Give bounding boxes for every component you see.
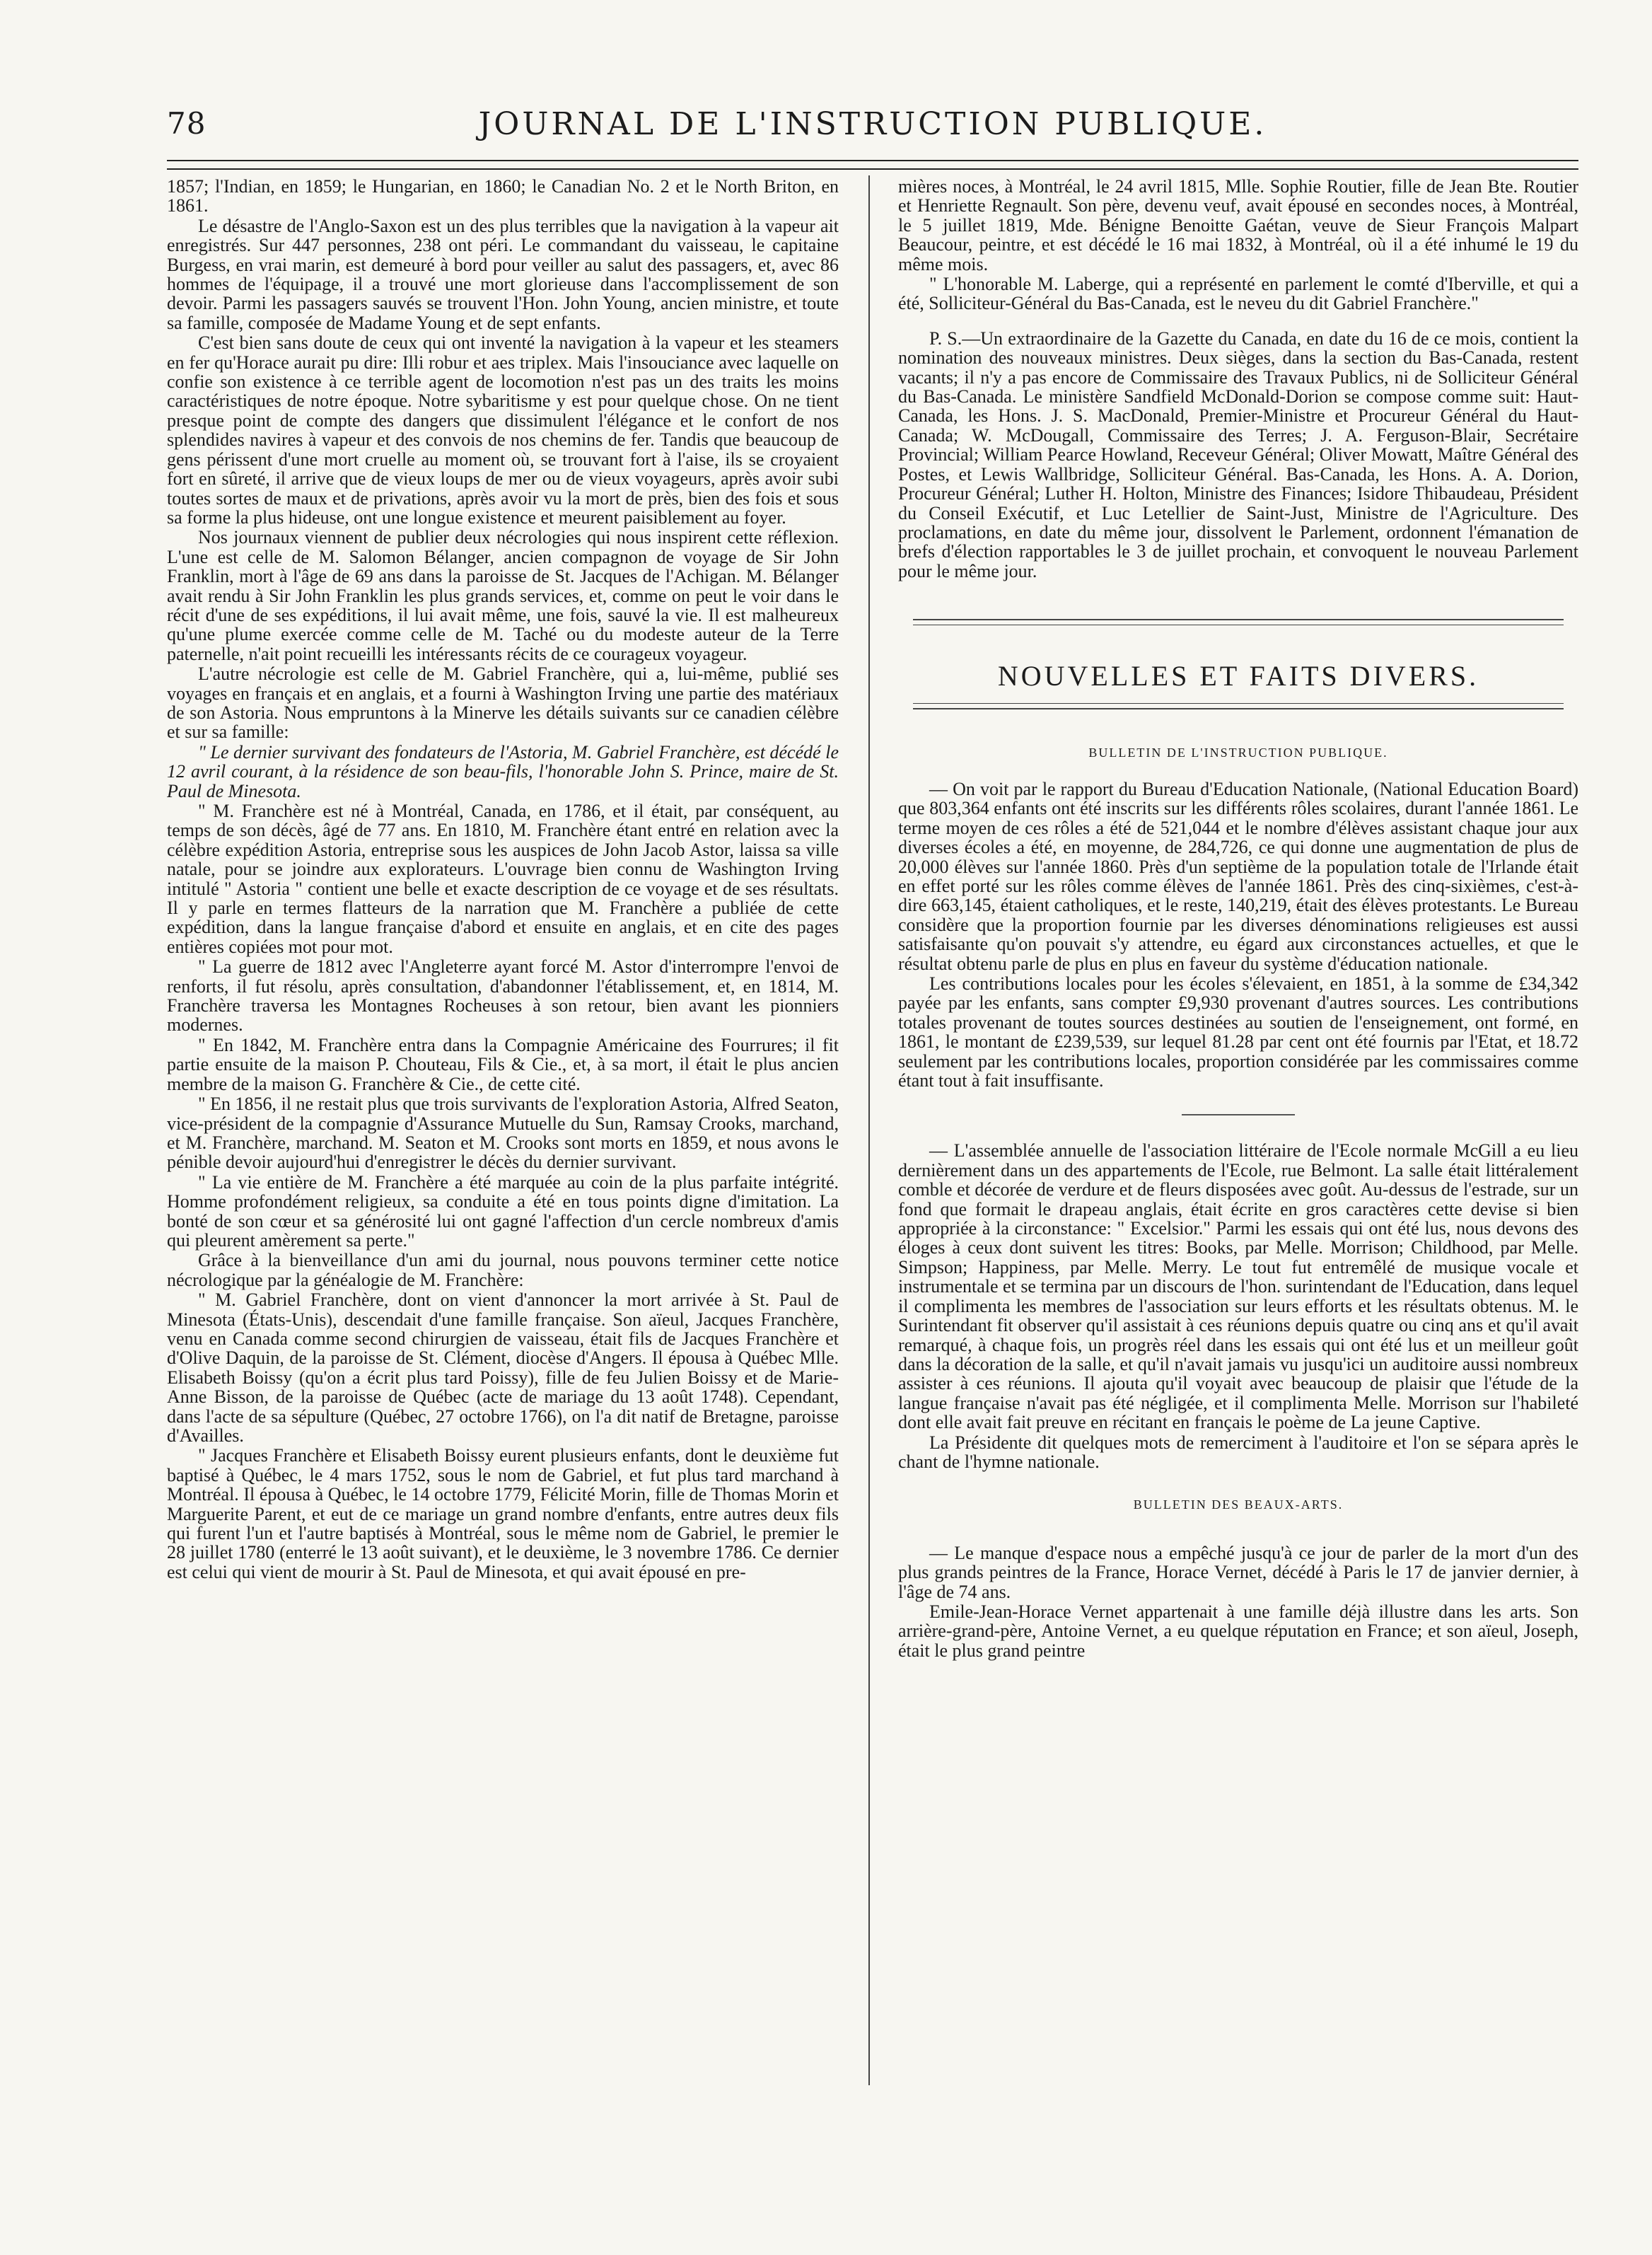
quoted-paragraph: " En 1842, M. Franchère entra dans la Compagnie Américaine des Fourrures; il fit partie ensuite de la maison P. Chouteau, Fils & Cie., et, à sa mort, il était le plus ancien membre de la maison G. Franchère & Cie., de cette cité. <box>167 1034 839 1094</box>
paragraph: Le désastre de l'Anglo-Saxon est un des plus terribles que la navigation à la vapeur ait enregistrés. Sur 447 personnes, 238 ont péri. Le commandant du vaisseau, le capitaine Burgess, en vrai marin, est demeuré à bord pour veiller au salut des passagers, et, avec 86 hommes de l'équipage, il a trouvé une mort glorieuse dans l'accomplissement de son devoir. Parmi les passagers sauvés se trouvent l'Hon. John Young, ancien ministre, et toute sa famille, composée de Madame Young et de sept enfants. <box>167 215 839 333</box>
quoted-paragraph: " La guerre de 1812 avec l'Angleterre ayant forcé M. Astor d'interrompre l'envoi de renforts, il fut résolu, après consultation, d'abandonner l'établissement, et, en 1814, M. Franchère traversa les Montagnes Rocheuses à son retour, bien avant les pionniers modernes. <box>167 956 839 1036</box>
paragraph: C'est bien sans doute de ceux qui ont inventé la navigation à la vapeur et les steamers en fer qu'Horace aurait pu dire: Illi robur et aes triplex. Mais l'insouciance avec laquelle on confie son existence à ce terrible agent de locomotion n'est pas un des traits les moins caractéristiques de notre époque. Notre sybaritisme y est pour quelque chose. On ne tient presque point de compte des dangers que dissimulent l'élégance et le confort de nos splendides navires à vapeur et des convois de nos chemins de fer. Tandis que beaucoup de gens périssent d'une mort cruelle au moment où, se trouvant fort à l'aise, ils se croyaient fort en sûreté, il arrive que de vieux loups de mer ou de vieux voyageurs, après avoir subi toutes sortes de maux et de privations, après avoir vu la mort de près, bien des fois et sous sa forme la plus hideuse, ont une longue existence et meurent paisiblement au foyer. <box>167 332 839 528</box>
paragraph: Grâce à la bienveillance d'un ami du journal, nous pouvons terminer cette notice nécrologique par la généalogie de M. Franchère: <box>167 1250 839 1290</box>
section-rule-top <box>913 619 1564 625</box>
page-number: 78 <box>167 106 206 141</box>
paragraph: " L'honorable M. Laberge, qui a représenté en parlement le comté d'Iberville, et qui a été, Solliciteur-Général du Bas-Canada, est le neveu du dit Gabriel Franchère." <box>898 274 1578 314</box>
left-column <box>167 177 839 2094</box>
news-paragraph: — Le manque d'espace nous a empêché jusqu'à ce jour de parler de la mort d'un des plus grands peintres de la France, Horace Vernet, décédé à Paris le 17 de janvier dernier, à l'âge de 74 ans. <box>898 1542 1578 1602</box>
section-rule-bottom <box>913 703 1564 709</box>
paragraph: 1857; l'Indian, en 1859; le Hungarian, en 1860; le Canadian No. 2 et le North Briton, en 1861. <box>167 177 839 216</box>
paragraph: L'autre nécrologie est celle de M. Gabriel Franchère, qui a, lui-même, publié ses voyages en français et en anglais, et a fourni à Washington Irving une partie des matériaux de son Astoria. Nous empruntons à la Minerve les détails suivants sur ce canadien célèbre et sur sa famille: <box>167 663 839 743</box>
header-rule <box>167 160 1578 170</box>
postscript-paragraph: P. S.—Un extraordinaire de la Gazette du Canada, en date du 16 de ce mois, contient la nomination des nouveaux ministres. Deux sièges, dans la section du Bas-Canada, restent vacants; il n'y a pas encore de Commissaire des Travaux Publics, ni de Solliciteur Général du Bas-Canada. Le ministère Sandfield McDonald-Dorion se compose comme suit: Haut-Canada, les Hons. J. S. MacDonald, Premier-Ministre et Procureur Général du Haut-Canada; W. McDougall, Commissaire des Terres; J. A. Ferguson-Blair, Secrétaire Provincial; William Pearce Howland, Receveur Général; Oliver Mowatt, Maître Général des Postes, et Lewis Wallbridge, Solliciteur Général. Bas-Canada, les Hons. A. A. Dorion, Procureur Général; Luther H. Holton, Ministre des Finances; Isidore Thibaudeau, Président du Conseil Exécutif, et Luc Letellier de Saint-Just, Ministre de l'Agriculture. Des proclamations, en date du même jour, dissolvent le Parlement, ordonnent l'émanation de brefs d'élection rapportables le 3 de juillet prochain, et convoquent le nouveau Parlement pour le même jour. <box>898 327 1578 581</box>
quoted-paragraph: " M. Franchère est né à Montréal, Canada, en 1786, et il était, par conséquent, au temps de son décès, âgé de 77 ans. En 1810, M. Franchère étant entré en relation avec la célèbre expédition Astoria, entreprise sous les auspices de John Jacob Astor, laissa sa ville natale, pour se joindre aux explorateurs. L'ouvrage bien connu de Washington Irving intitulé " Astoria " contient une belle et exacte description de ce voyage et de ses résultats. Il y parle en termes flatteurs de la narration que M. Franchère a publiée de cette expédition, dans la langue française d'abord et ensuite en anglais, et en cite des pages entières copiées mot pour mot. <box>167 801 839 957</box>
paragraph: mières noces, à Montréal, le 24 avril 1815, Mlle. Sophie Routier, fille de Jean Bte. Routier et Henriette Regnault. Son père, devenu veuf, avait épousé en secondes noces, à Montréal, le 5 juillet 1819, Mde. Bénigne Benoitte Gaétan, veuve de Sieur François Malpart Beaucour, peintre, et est décédé le 16 mai 1832, à Montréal, où il a été inhumé le 19 du même mois. <box>898 177 1578 274</box>
column-divider <box>868 175 870 2085</box>
bulletin-instruction-title: BULLETIN DE L'INSTRUCTION PUBLIQUE. <box>1088 745 1388 760</box>
page-header <box>167 106 1578 149</box>
news-paragraph: — L'assemblée annuelle de l'association littéraire de l'Ecole normale McGill a eu lieu dernièrement dans un des appartements de l'Ecole, rue Belmont. La salle était littéralement comble et décorée de verdure et de fleurs disposées avec goût. Au-dessus de l'estrade, sur un fond que formait le drapeau anglais, était écrite en gros caractères cette devise si bien appropriée à la circonstance: " Excelsior." Parmi les essais qui ont été lus, nous devons des éloges à ceux dont suivent les titres: Books, par Melle. Morrison; Childhood, par Melle. Simpson; Happiness, par Melle. Merry. Le tout fut entremêlé de musique vocale et instrumentale et se termina par un discours de l'hon. surintendant de l'Education, dans lequel il complimenta les membres de l'association sur leurs efforts et les résultats obtenus. M. le Surintendant fit observer qu'il assistait à ces réunions depuis quatre ou cinq ans et qu'il avait remarqué, à chaque fois, un progrès réel dans les essais qui ont été lus et un meilleur goût dans la décoration de la salle, et qu'il n'avait jamais vu jusqu'ici un auditoire aussi nombreux assister à ces réunions. Il ajouta qu'il voyait avec beaucoup de plaisir que l'étude de la langue française n'avait pas été négligée, et il complimenta Melle. Morrison sur l'habileté dont elle avait fait preuve en récitant en français le poème de La jeune Captive. <box>898 1140 1578 1433</box>
quoted-paragraph: " M. Gabriel Franchère, dont on vient d'annoncer la mort arrivée à St. Paul de Minesota (États-Unis), descendait d'une famille française. Son aïeul, Jacques Franchère, venu en Canada comme second chirurgien de vaisseau, était fils de Jacques Franchère et d'Olive Daquin, de la paroisse de St. Clément, diocèse d'Angers. Il épousa à Québec Mlle. Elisabeth Boissy (qu'on a écrit plus tard Poissy), fille de feu Julien Boissy et de Marie-Anne Bisson, de la paroisse de Québec (acte de mariage du 13 août 1748). Cependant, dans l'acte de sa sépulture (Québec, 27 octobre 1766), on l'a dit natif de Bretagne, paroisse d'Availles. <box>167 1289 839 1446</box>
quoted-paragraph: " La vie entière de M. Franchère a été marquée au coin de la plus parfaite intégrité. Homme profondément religieux, sa conduite a été en tous points digne d'imitation. La bonté de son cœur et sa générosité lui ont gagné l'affection d'un cercle nombreux d'amis qui pleurent amèrement sa perte." <box>167 1171 839 1251</box>
journal-title: JOURNAL DE L'INSTRUCTION PUBLIQUE. <box>478 106 1267 142</box>
quoted-paragraph: " Jacques Franchère et Elisabeth Boissy eurent plusieurs enfants, dont le deuxième fut baptisé à Québec, le 4 mars 1752, sous le nom de Gabriel, et fut plus tard marchand à Montréal. Il épousa à Québec, le 14 octobre 1779, Félicité Morin, fille de Thomas Morin et Marguerite Parent, et eut de ce mariage un grand nombre d'enfants, entre autres deux fils qui furent l'un et l'autre baptisés à Montréal, sous le même nom de Gabriel, le premier le 28 juillet 1780 (enterré le 13 août suivant), et le deuxième, le 3 novembre 1786. Ce dernier est celui qui vient de mourir à St. Paul de Minesota, et qui avait épousé en pre- <box>167 1445 839 1582</box>
quoted-paragraph: " En 1856, il ne restait plus que trois survivants de l'exploration Astoria, Alfred Seaton, vice-président de la compagnie d'Assurance Mutuelle du Sun, Ramsay Crooks, marchand, et M. Franchère, marchand. M. Seaton et M. Crooks sont morts en 1859, et nous avons le pénible devoir aujourd'hui d'enregistrer le décès du dernier survivant. <box>167 1094 839 1173</box>
separator-rule <box>1182 1114 1295 1115</box>
news-paragraph: — On voit par le rapport du Bureau d'Education Nationale, (National Education Board) que 803,364 enfants ont été inscrits sur les différents rôles scolaires, durant l'année 1861. Le terme moyen de ces rôles a été de 521,044 et le nombre d'élèves assistant chaque jour aux diverses écoles a été, en moyenne, de 284,726, ce qui donne une augmentation de plus de 20,000 élèves sur l'année 1860. Près d'un septième de la population totale de l'Irlande était en effet porté sur les rôles comme élèves de l'année 1861. Près des cinq-sixièmes, c'est-à-dire 663,145, étaient catholiques, et le reste, 140,219, était des élèves protestants. Le Bureau considère que la proportion fournie par les diverses dénominations religieuses est aussi satisfaisante qu'on pouvait s'y attendre, eu égard aux circonstances actuelles, et que le résultat obtenu parle de plus en plus en faveur du système d'éducation nationale. <box>898 778 1578 974</box>
right-column <box>898 177 1578 2101</box>
quoted-paragraph: " Le dernier survivant des fondateurs de l'Astoria, M. Gabriel Franchère, est décédé le 12 avril courant, à la résidence de son beau-fils, l'honorable John S. Prince, maire de St. Paul de Minesota. <box>167 741 839 801</box>
bulletin-beaux-arts-title: BULLETIN DES BEAUX-ARTS. <box>1133 1497 1344 1512</box>
news-paragraph: Les contributions locales pour les écoles s'élevaient, en 1851, à la somme de £34,342 payée par les enfants, sans compter £9,930 provenant d'autres sources. Les contributions totales provenant de toutes sources destinées au soutien de l'enseignement, ont formé, en 1861, le montant de £239,539, sur lequel 81.28 par cent ont été fournis par l'Etat, et 18.72 seulement par les contributions locales, proportion considérée par les commissaires comme étant tout à fait insuffisante. <box>898 973 1578 1091</box>
section-heading: NOUVELLES ET FAITS DIVERS. <box>997 660 1479 692</box>
news-paragraph: La Présidente dit quelques mots de remerciment à l'auditoire et l'on se sépara après le chant de l'hymne nationale. <box>898 1432 1578 1472</box>
news-paragraph: Emile-Jean-Horace Vernet appartenait à une famille déjà illustre dans les arts. Son arrière-grand-père, Antoine Vernet, a eu quelque réputation en France; et son aïeul, Joseph, était le plus grand peintre <box>898 1601 1578 1661</box>
paragraph: Nos journaux viennent de publier deux nécrologies qui nous inspirent cette réflexion. L'une est celle de M. Salomon Bélanger, ancien compagnon de voyage de Sir John Franklin, mort à l'âge de 69 ans dans la paroisse de St. Jacques de l'Achigan. M. Bélanger avait rendu à Sir John Franklin les plus grands services, et, comme on peut le voir dans le récit d'une de ses expéditions, il lui avait même, une fois, sauvé la vie. Il est malheureux qu'une plume exercée comme celle de M. Taché ou du modeste auteur de la Terre paternelle, n'ait point recueilli les intéressants récits de ce courageux voyageur. <box>167 527 839 664</box>
